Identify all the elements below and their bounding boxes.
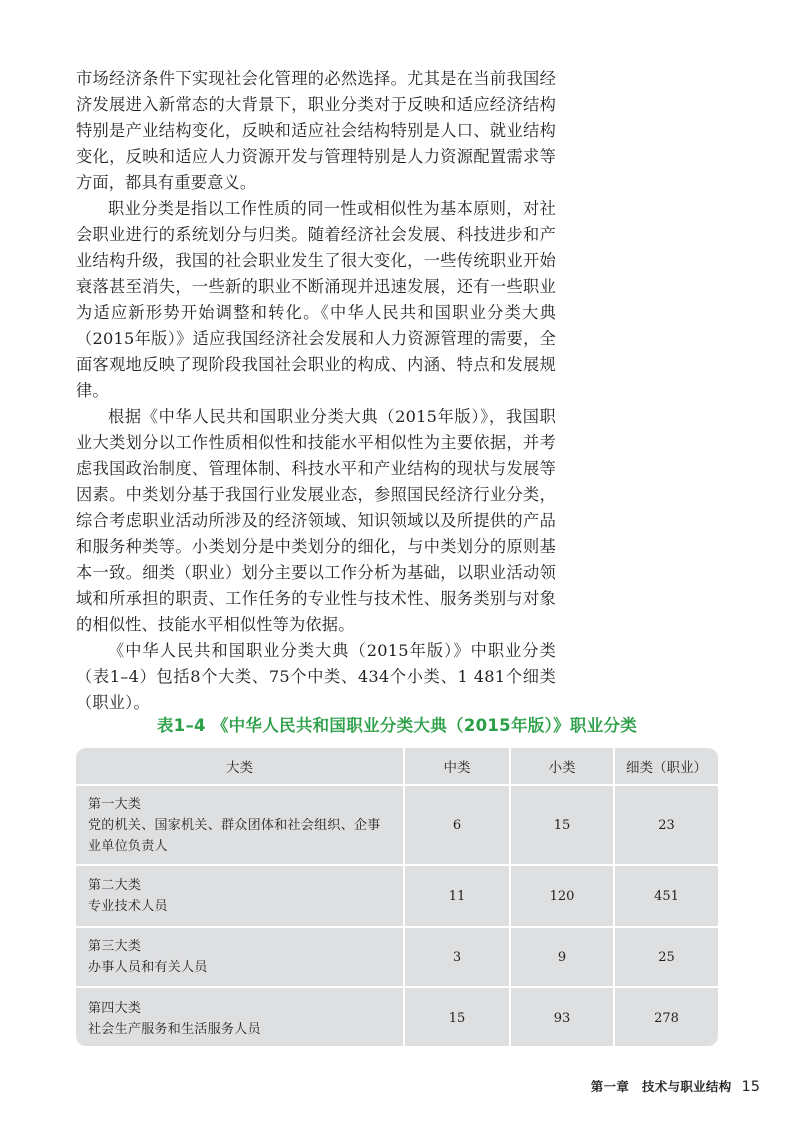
table-caption: 表1–4 《中华人民共和国职业分类大典（2015年版）》职业分类 [156,716,638,735]
major-class-description: 办事人员和有关人员 [88,960,208,975]
major-class-description: 党的机关、国家机关、群众团体和社会组织、企事业单位负责人 [88,817,381,854]
major-class-cell [76,865,404,927]
paragraph-3: 根据《中华人民共和国职业分类大典（2015年版）》，我国职业大类划分以工作性质相似性和技能水平相似性为主要依据，并考虑我国政治制度、管理体制、科技水平和产业结构的现状与发展等因素。中类划分基于我国行业发展业态，参照国民经济行业分类，综合考虑职业活动所涉及的经济领域、知识领域以及所提供的产品和服务种类等。小类划分是中类划分的细化，与中类划分的原则基本一致。细类（职业）划分主要以工作分析为基础，以职业活动领域和所承担的职责、工作任务的专业性与技术性、服务类别与对象的相似性、技能水平相似性等为依据。 [76,407,556,634]
table-header-row [76,748,718,785]
major-class-name: 第二大类 [88,878,142,893]
detail-class-count: 278 [614,987,718,1046]
paragraph-1: 市场经济条件下实现社会化管理的必然选择。尤其是在当前我国经济发展进入新常态的大背景下，职业分类对于反映和适应经济结构特别是产业结构变化，反映和适应社会结构特别是人口、就业结构变化，反映和适应人力资源开发与管理特别是人力资源配置需求等方面，都具有重要意义。 [76,69,556,192]
occupation-table [76,748,718,1046]
detail-class-count: 23 [614,785,718,865]
mid-class-count: 15 [404,987,510,1046]
page-number: 15 [741,1079,760,1095]
page-footer [560,1076,760,1096]
major-class-description: 专业技术人员 [88,899,168,914]
paragraph-4: 《中华人民共和国职业分类大典（2015年版）》中职业分类（表1–4）包括8个大类、75个中类、434个小类、1 481个细类（职业）。 [76,641,556,712]
mid-class-count: 11 [404,865,510,927]
chapter-title: 第一章 技术与职业结构 [590,1079,732,1094]
detail-class-count: 25 [614,927,718,987]
mid-class-count: 6 [404,785,510,865]
mid-class-count: 3 [404,927,510,987]
major-class-cell [76,927,404,987]
small-class-count: 93 [510,987,614,1046]
small-class-count: 15 [510,785,614,865]
header-detail-class: 细类（职业） [614,748,718,785]
detail-class-count: 451 [614,865,718,927]
major-class-description: 社会生产服务和生活服务人员 [88,1021,261,1037]
table-row [76,987,718,1046]
occupation-table-container [76,748,718,1046]
body-text [76,66,556,716]
table-row [76,865,718,927]
major-class-name: 第三大类 [88,939,142,954]
small-class-count: 9 [510,927,614,987]
major-class-name: 第一大类 [88,796,142,812]
major-class-name: 第四大类 [88,1000,142,1016]
major-class-cell [76,987,404,1046]
header-major-class: 大类 [76,748,404,785]
header-mid-class: 中类 [404,748,510,785]
table-row [76,927,718,987]
major-class-cell [76,785,404,865]
table-row [76,785,718,865]
paragraph-2: 职业分类是指以工作性质的同一性或相似性为基本原则，对社会职业进行的系统划分与归类。随着经济社会发展、科技进步和产业结构升级，我国的社会职业发生了很大变化，一些传统职业开始衰落甚至消失，一些新的职业不断涌现并迅速发展，还有一些职业为适应新形势开始调整和转化。《中华人民共和国职业分类大典（2015年版）》适应我国经济社会发展和人力资源管理的需要，全面客观地反映了现阶段我国社会职业的构成、内涵、特点和发展规律。 [76,199,556,400]
header-small-class: 小类 [510,748,614,785]
small-class-count: 120 [510,865,614,927]
